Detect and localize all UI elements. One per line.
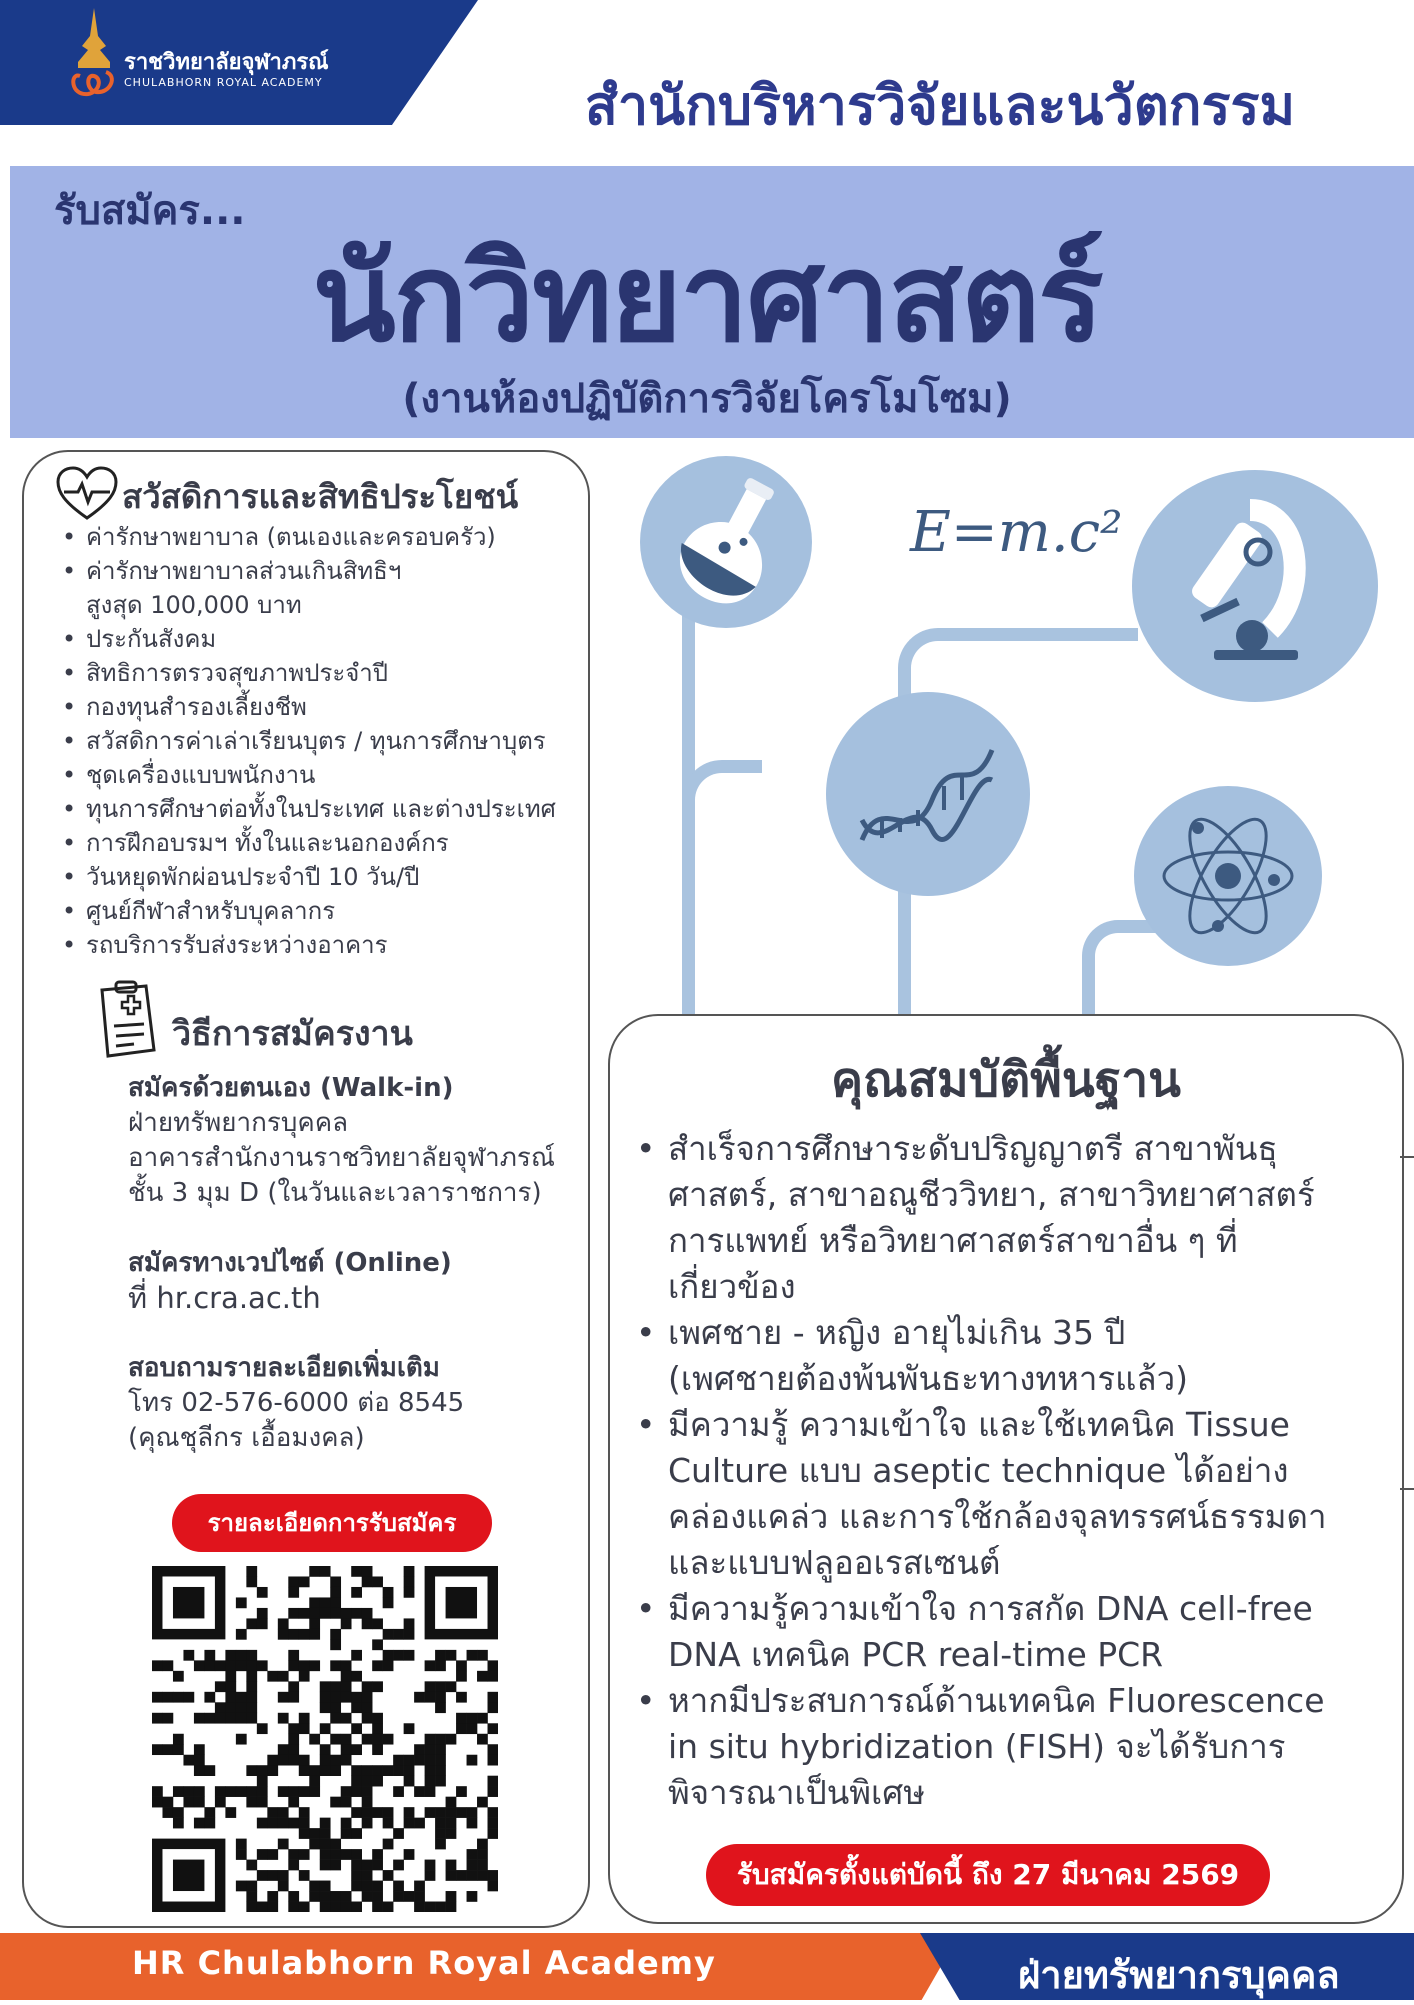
benefit-item: • ทุนการศึกษาต่อทั้งในประเทศ และต่างประเทศ bbox=[54, 792, 594, 826]
benefit-item: • วันหยุดพักผ่อนประจำปี 10 วัน/ปี bbox=[54, 860, 594, 894]
walkin-line: ชั้น 3 มุม D (ในวันและเวลาราชการ) bbox=[128, 1178, 542, 1208]
benefit-item: • รถบริการรับส่งระหว่างอาคาร bbox=[54, 928, 594, 962]
qualification-item: • มีความรู้ความเข้าใจ การสกัด DNA cell-free DNA เทคนิค PCR real-time PCR bbox=[628, 1586, 1398, 1678]
qr-code[interactable] bbox=[152, 1566, 498, 1912]
benefit-item: • ค่ารักษาพยาบาลส่วนเกินสิทธิฯ สูงสุด 100,000 บาท bbox=[54, 554, 594, 622]
contact-phone: โทร 02-576-6000 ต่อ 8545 bbox=[128, 1388, 465, 1418]
qualification-item: • เพศชาย - หญิง อายุไม่เกิน 35 ปี (เพศชายต้องพ้นพันธะทางทหารแล้ว) bbox=[628, 1310, 1398, 1402]
online-link[interactable]: ที่ hr.cra.ac.th bbox=[128, 1281, 321, 1315]
application-details-button[interactable]: รายละเอียดการรับสมัคร bbox=[172, 1494, 492, 1552]
heartbeat-icon bbox=[54, 464, 120, 524]
benefit-item: • กองทุนสำรองเลี้ยงชีพ bbox=[54, 690, 594, 724]
walkin-title: สมัครด้วยตนเอง (Walk-in) bbox=[128, 1073, 454, 1103]
microscope-icon bbox=[1180, 490, 1330, 670]
divider-line bbox=[1400, 1488, 1414, 1490]
logo-name-en: CHULABHORN ROYAL ACADEMY bbox=[124, 76, 323, 89]
benefit-item: • ค่ารักษาพยาบาล (ตนเองและครอบครัว) bbox=[54, 520, 594, 554]
benefit-item: • ชุดเครื่องแบบพนักงาน bbox=[54, 758, 594, 792]
banner-kicker: รับสมัคร... bbox=[54, 188, 246, 234]
benefits-heading: สวัสดิการและสิทธิประโยชน์ bbox=[122, 477, 519, 516]
apply-heading: วิธีการสมัครงาน bbox=[172, 1014, 413, 1054]
formula-text: E=m.c² bbox=[910, 500, 1123, 565]
contact-title: สอบถามรายละเอียดเพิ่มเติม bbox=[128, 1353, 440, 1383]
benefit-item: • สวัสดิการค่าเล่าเรียนบุตร / ทุนการศึกษาบุตร bbox=[54, 724, 594, 758]
connector-line bbox=[682, 760, 762, 840]
qualifications-heading: คุณสมบัติพื้นฐาน bbox=[831, 1052, 1181, 1108]
logo-name-th: ราชวิทยาลัยจุฬาภรณ์ bbox=[124, 50, 329, 75]
walkin-line: ฝ่ายทรัพยากรบุคคล bbox=[128, 1108, 349, 1138]
clipboard-icon bbox=[94, 980, 160, 1060]
footer-department: ฝ่ายทรัพยากรบุคคล bbox=[1018, 1953, 1340, 1997]
qualification-item: • มีความรู้ ความเข้าใจ และใช้เทคนิค Tissue Culture แบบ aseptic technique ได้อย่าง คล่องแคล่ว และการใช้กล้องจุลทรรศน์ธรรมดา และแบบฟลูออเรสเซนต์ bbox=[628, 1402, 1398, 1586]
benefit-item: • การฝึกอบรมฯ ทั้งในและนอกองค์กร bbox=[54, 826, 594, 860]
atom-icon bbox=[1158, 806, 1298, 946]
walkin-line: อาคารสำนักงานราชวิทยาลัยจุฬาภรณ์ bbox=[128, 1143, 556, 1173]
benefit-item: • ประกันสังคม bbox=[54, 622, 594, 656]
job-subtitle: (งานห้องปฏิบัติการวิจัยโครโมโซม) bbox=[402, 376, 1012, 422]
qualification-item: • สำเร็จการศึกษาระดับปริญญาตรี สาขาพันธุ ศาสตร์, สาขาอณูชีววิทยา, สาขาวิทยาศาสตร์ การแพทย์ หรือวิทยาศาสตร์สาขาอื่น ๆ ที่ เกี่ยวข้อง bbox=[628, 1126, 1398, 1310]
flask-icon bbox=[666, 470, 796, 614]
divider-line bbox=[1400, 1156, 1414, 1158]
logo-emblem-icon bbox=[66, 6, 122, 106]
deadline-badge: รับสมัครตั้งแต่บัดนี้ ถึง 27 มีนาคม 2569 bbox=[706, 1844, 1270, 1906]
contact-person: (คุณชุลีกร เอื้อมงคล) bbox=[128, 1423, 365, 1453]
qualification-item: • หากมีประสบการณ์ด้านเทคนิค Fluorescence in situ hybridization (FISH) จะได้รับการ พิจารณาเป็นพิเศษ bbox=[628, 1678, 1398, 1816]
apply-info bbox=[128, 1070, 588, 1456]
benefit-item: • สิทธิการตรวจสุขภาพประจำปี bbox=[54, 656, 594, 690]
online-title: สมัครทางเวปไซต์ (Online) bbox=[128, 1248, 452, 1278]
department-title: สำนักบริหารวิจัยและนวัตกรรม bbox=[584, 74, 1296, 137]
benefits-list bbox=[54, 520, 594, 962]
dna-icon bbox=[852, 720, 1002, 870]
footer-organization: HR Chulabhorn Royal Academy bbox=[132, 1944, 716, 1982]
job-title: นักวิทยาศาสตร์ bbox=[312, 227, 1102, 369]
benefit-item: • ศูนย์กีฬาสำหรับบุคลากร bbox=[54, 894, 594, 928]
qualifications-list bbox=[628, 1126, 1398, 1816]
